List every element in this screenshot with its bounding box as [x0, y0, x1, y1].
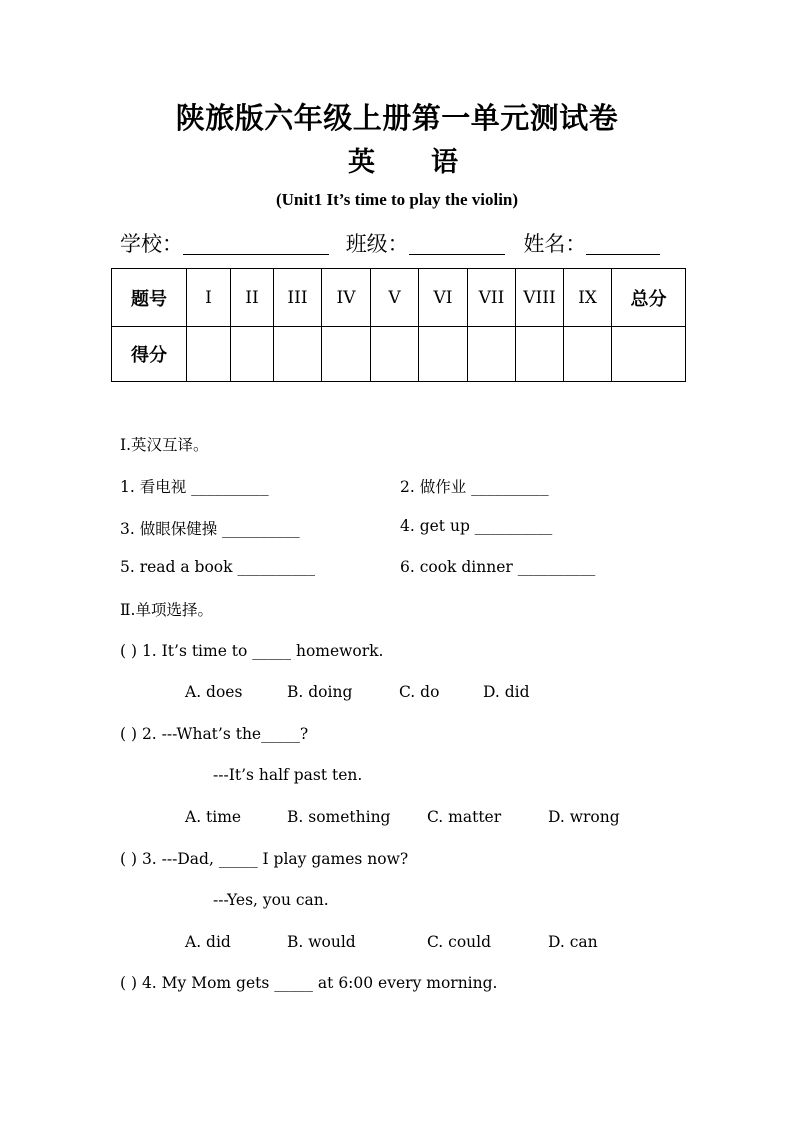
score-cell[interactable]: [564, 327, 612, 382]
header-cell-4: IV: [322, 269, 371, 327]
question-2-option-c: C. matter: [427, 808, 502, 826]
section1-heading: I.英汉互译。: [120, 436, 209, 454]
subject-char-1: 英: [348, 147, 375, 178]
question-1-option-a: A. does: [185, 683, 243, 701]
question-2-option-d: D. wrong: [548, 808, 620, 826]
question-3-option-a: A. did: [185, 933, 231, 951]
question-3-option-d: D. can: [548, 933, 598, 951]
class-blank[interactable]: [409, 232, 505, 255]
question-3-option-c: C. could: [427, 933, 492, 951]
question-1-option-c: C. do: [399, 683, 440, 701]
score-cell[interactable]: [468, 327, 516, 382]
class-label: 班级：: [345, 232, 409, 256]
header-cell-7: VII: [468, 269, 516, 327]
section1-item-1: 1. 看电视 __________: [120, 478, 269, 496]
section2-heading: Ⅱ.单项选择。: [120, 601, 213, 619]
question-2-reply: ---It’s half past ten.: [213, 766, 363, 784]
school-blank[interactable]: [183, 232, 329, 255]
score-cell[interactable]: [274, 327, 322, 382]
header-cell-9: IX: [564, 269, 612, 327]
header-cell-3: III: [274, 269, 322, 327]
header-cell-5: V: [371, 269, 419, 327]
score-row-label: 得分: [112, 327, 187, 382]
question-4-stem: ( ) 4. My Mom gets _____ at 6:00 every morning.: [120, 974, 498, 992]
score-cell[interactable]: [231, 327, 274, 382]
question-1-option-d: D. did: [483, 683, 530, 701]
score-cell[interactable]: [187, 327, 231, 382]
score-cell[interactable]: [322, 327, 371, 382]
question-3-reply: ---Yes, you can.: [213, 891, 329, 909]
header-cell-2: II: [231, 269, 274, 327]
score-cell[interactable]: [371, 327, 419, 382]
score-table-header-row: [112, 269, 686, 327]
header-cell-total: 总分: [612, 269, 686, 327]
question-2-stem: ( ) 2. ---What’s the_____?: [120, 725, 309, 743]
section1-item-5: 5. read a book __________: [120, 558, 315, 576]
header-cell-6: VI: [419, 269, 468, 327]
question-3-option-b: B. would: [287, 933, 356, 951]
question-1-stem: ( ) 1. It’s time to _____ homework.: [120, 642, 384, 660]
header-cell-question-number: 题号: [112, 269, 187, 327]
page-title: 陕旅版六年级上册第一单元测试卷: [175, 101, 619, 135]
header-cell-1: I: [187, 269, 231, 327]
header-cell-8: VIII: [516, 269, 564, 327]
question-1-option-b: B. doing: [287, 683, 353, 701]
question-3-stem: ( ) 3. ---Dad, _____ I play games now?: [120, 850, 409, 868]
score-cell[interactable]: [516, 327, 564, 382]
unit-title: (Unit1 It’s time to play the violin): [275, 190, 519, 209]
score-table: [111, 268, 686, 382]
score-cell-total[interactable]: [612, 327, 686, 382]
school-label: 学校：: [120, 232, 183, 256]
name-blank[interactable]: [586, 232, 660, 255]
score-cell[interactable]: [419, 327, 468, 382]
subject-title: [348, 140, 458, 179]
section1-item-2: 2. 做作业 __________: [400, 478, 549, 496]
section1-item-3: 3. 做眼保健操 __________: [120, 520, 300, 538]
section1-item-6: 6. cook dinner __________: [400, 558, 596, 576]
question-2-option-b: B. something: [287, 808, 391, 826]
name-label: 姓名：: [523, 232, 587, 256]
section1-item-4: 4. get up __________: [400, 517, 553, 535]
subject-char-2: 语: [431, 147, 458, 178]
question-2-option-a: A. time: [185, 808, 242, 826]
student-info-line: [120, 228, 680, 258]
score-table-score-row: [112, 327, 686, 382]
